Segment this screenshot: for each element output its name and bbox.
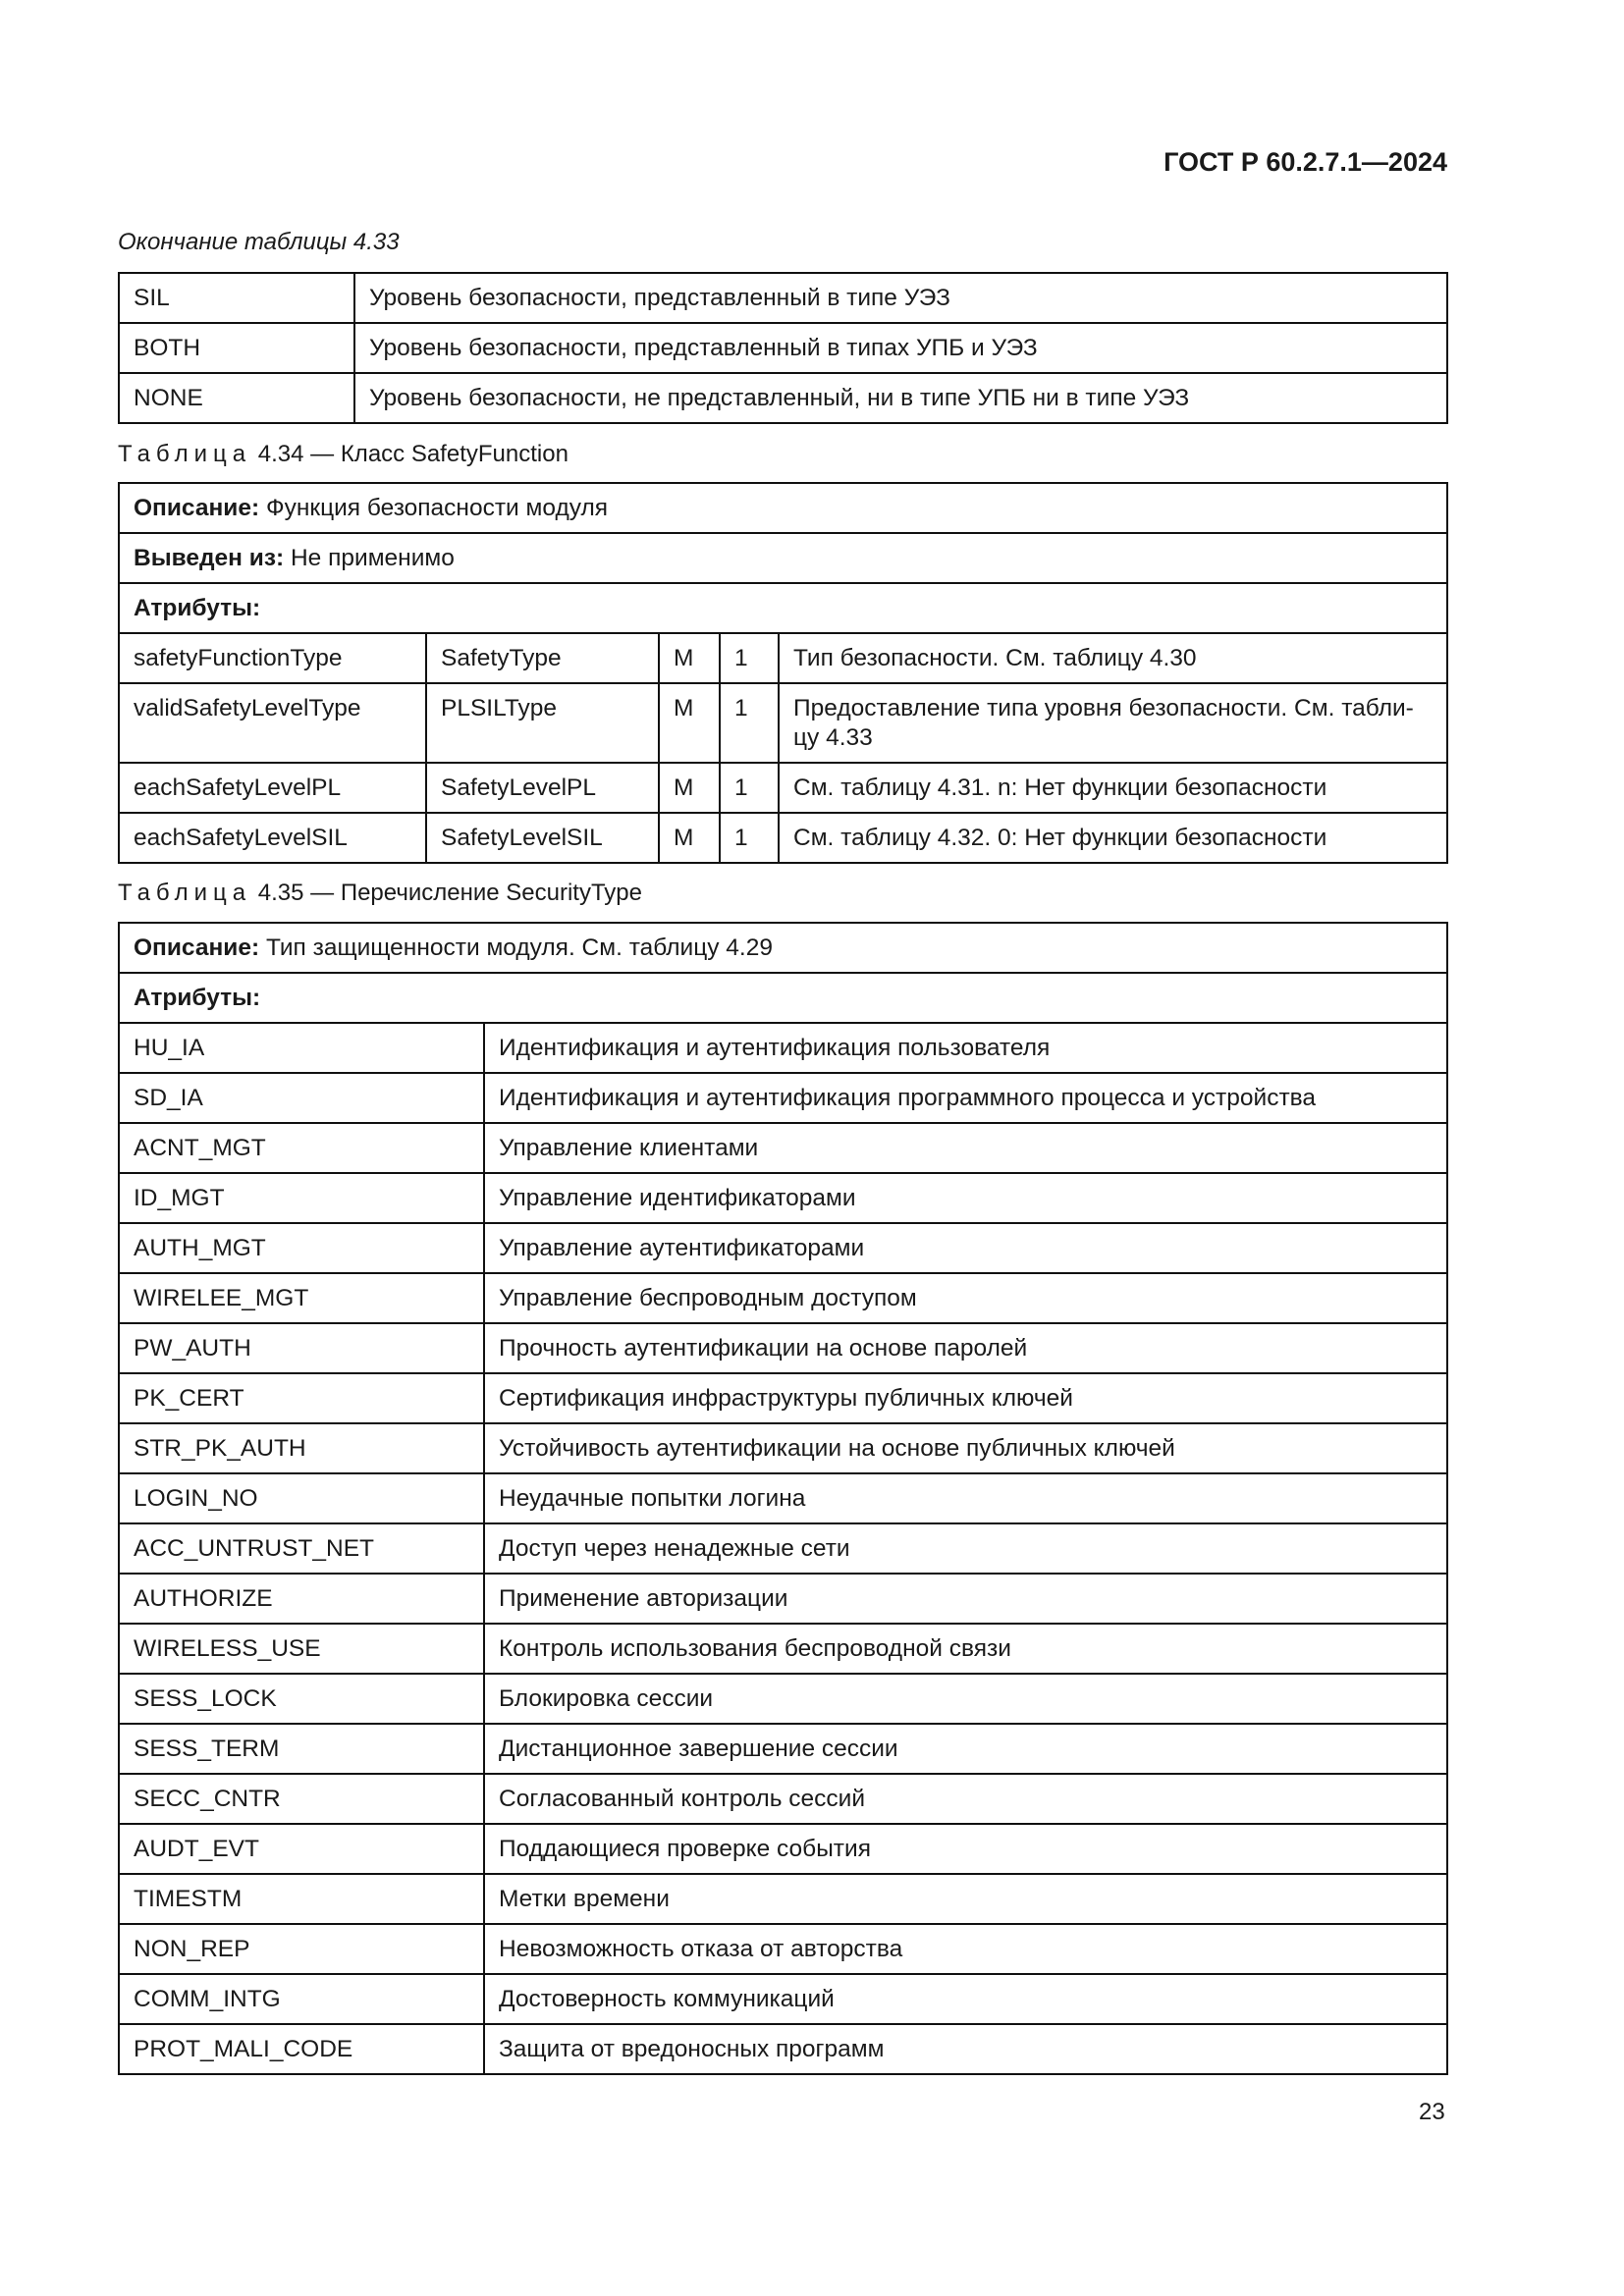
desc-cell: Идентификация и аутентификация программного процесса и устройства xyxy=(484,1073,1447,1123)
attr-desc: Тип безопасности. См. таблицу 4.30 xyxy=(779,633,1447,683)
table-row xyxy=(119,2024,1447,2074)
desc-cell: Контроль использования беспроводной связи xyxy=(484,1624,1447,1674)
code-cell: PK_CERT xyxy=(119,1373,484,1423)
attr-mult: 1 xyxy=(720,763,779,813)
attr-req: M xyxy=(659,813,720,863)
table-row xyxy=(119,813,1447,863)
desc-cell: Сертификация инфраструктуры публичных ключей xyxy=(484,1373,1447,1423)
table-row xyxy=(119,763,1447,813)
table-4-35 xyxy=(118,922,1448,2075)
code-cell: WIRELEE_MGT xyxy=(119,1273,484,1323)
code-cell: ID_MGT xyxy=(119,1173,484,1223)
code-cell: SESS_TERM xyxy=(119,1724,484,1774)
code-cell: SIL xyxy=(119,273,354,323)
desc-cell: Уровень безопасности, представленный в типах УПБ и УЭЗ xyxy=(354,323,1447,373)
code-cell: SESS_LOCK xyxy=(119,1674,484,1724)
desc-cell: Защита от вредоносных программ xyxy=(484,2024,1447,2074)
table-4-35-caption xyxy=(118,880,642,907)
attr-desc-line: Предоставление типа уровня безопасности. См. табли- xyxy=(793,695,1414,721)
table-row xyxy=(119,273,1447,323)
attr-mult: 1 xyxy=(720,683,779,763)
table-row xyxy=(119,1874,1447,1924)
table-row xyxy=(119,1624,1447,1674)
desc-cell: Применение авторизации xyxy=(484,1574,1447,1624)
code-cell: SD_IA xyxy=(119,1073,484,1123)
attr-mult: 1 xyxy=(720,633,779,683)
table-row xyxy=(119,1423,1447,1473)
caption-word: Таблица xyxy=(118,441,252,467)
code-cell: BOTH xyxy=(119,323,354,373)
table-row xyxy=(119,1473,1447,1523)
desc-cell: Доступ через ненадежные сети xyxy=(484,1523,1447,1574)
table-row xyxy=(119,1273,1447,1323)
code-cell: PROT_MALI_CODE xyxy=(119,2024,484,2074)
attr-desc: См. таблицу 4.31. n: Нет функции безопасности xyxy=(779,763,1447,813)
desc-cell: Идентификация и аутентификация пользователя xyxy=(484,1023,1447,1073)
table-4-34-caption xyxy=(118,441,568,468)
code-cell: ACNT_MGT xyxy=(119,1123,484,1173)
desc-cell: Метки времени xyxy=(484,1874,1447,1924)
attr-name: eachSafetyLevelSIL xyxy=(119,813,426,863)
attr-type: PLSILType xyxy=(426,683,659,763)
code-cell: TIMESTM xyxy=(119,1874,484,1924)
attributes-label: Атрибуты: xyxy=(134,985,261,1011)
code-cell: PW_AUTH xyxy=(119,1323,484,1373)
desc-cell: Устойчивость аутентификации на основе публичных ключей xyxy=(484,1423,1447,1473)
attr-mult: 1 xyxy=(720,813,779,863)
table-4-33-caption: Окончание таблицы 4.33 xyxy=(118,229,400,255)
table-row xyxy=(119,1223,1447,1273)
desc-cell: Уровень безопасности, не представленный, ни в типе УПБ ни в типе УЭЗ xyxy=(354,373,1447,423)
table-4-33-end xyxy=(118,272,1448,424)
table-row xyxy=(119,1924,1447,1974)
table-row xyxy=(119,1073,1447,1123)
attr-req: M xyxy=(659,763,720,813)
table-row xyxy=(119,373,1447,423)
code-cell: WIRELESS_USE xyxy=(119,1624,484,1674)
attr-name: eachSafetyLevelPL xyxy=(119,763,426,813)
attr-type: SafetyType xyxy=(426,633,659,683)
description-value: Функция безопасности модуля xyxy=(265,495,609,521)
code-cell: STR_PK_AUTH xyxy=(119,1423,484,1473)
desc-cell: Прочность аутентификации на основе паролей xyxy=(484,1323,1447,1373)
attr-req: M xyxy=(659,683,720,763)
desc-cell: Поддающиеся проверке события xyxy=(484,1824,1447,1874)
code-cell: AUTH_MGT xyxy=(119,1223,484,1273)
desc-cell: Дистанционное завершение сессии xyxy=(484,1724,1447,1774)
page-number: 23 xyxy=(1419,2099,1445,2125)
code-cell: NON_REP xyxy=(119,1924,484,1974)
table-row xyxy=(119,1974,1447,2024)
desc-cell: Согласованный контроль сессий xyxy=(484,1774,1447,1824)
description-row xyxy=(119,923,1447,973)
code-cell: COMM_INTG xyxy=(119,1974,484,2024)
desc-cell: Невозможность отказа от авторства xyxy=(484,1924,1447,1974)
desc-cell: Управление идентификаторами xyxy=(484,1173,1447,1223)
attr-name: validSafetyLevelType xyxy=(119,683,426,763)
desc-cell: Неудачные попытки логина xyxy=(484,1473,1447,1523)
table-row xyxy=(119,1674,1447,1724)
derived-label: Выведен из: xyxy=(134,545,285,571)
attributes-row xyxy=(119,583,1447,633)
attr-desc: См. таблицу 4.32. 0: Нет функции безопасности xyxy=(779,813,1447,863)
code-cell: SECC_CNTR xyxy=(119,1774,484,1824)
attr-type: SafetyLevelSIL xyxy=(426,813,659,863)
attr-desc-line: цу 4.33 xyxy=(793,724,873,751)
caption-word: Таблица xyxy=(118,880,252,906)
code-cell: AUDT_EVT xyxy=(119,1824,484,1874)
table-row xyxy=(119,1824,1447,1874)
code-cell: HU_IA xyxy=(119,1023,484,1073)
code-cell: ACC_UNTRUST_NET xyxy=(119,1523,484,1574)
code-cell: NONE xyxy=(119,373,354,423)
desc-cell: Управление аутентификаторами xyxy=(484,1223,1447,1273)
table-row xyxy=(119,683,1447,763)
table-row xyxy=(119,1023,1447,1073)
description-value: Тип защищенности модуля. См. таблицу 4.29 xyxy=(265,934,773,961)
attr-type: SafetyLevelPL xyxy=(426,763,659,813)
attr-name: safetyFunctionType xyxy=(119,633,426,683)
description-row xyxy=(119,483,1447,533)
code-cell: LOGIN_NO xyxy=(119,1473,484,1523)
attr-req: M xyxy=(659,633,720,683)
table-row xyxy=(119,633,1447,683)
table-row xyxy=(119,323,1447,373)
desc-cell: Блокировка сессии xyxy=(484,1674,1447,1724)
attributes-label: Атрибуты: xyxy=(134,595,261,621)
description-label: Описание: xyxy=(134,934,260,961)
table-row xyxy=(119,1724,1447,1774)
table-row xyxy=(119,1774,1447,1824)
security-type-rows xyxy=(119,1023,1447,2074)
description-label: Описание: xyxy=(134,495,260,521)
caption-text: 4.35 — Перечисление SecurityType xyxy=(257,880,642,906)
table-row xyxy=(119,1173,1447,1223)
table-row xyxy=(119,1523,1447,1574)
attr-desc xyxy=(779,683,1447,763)
code-cell: AUTHORIZE xyxy=(119,1574,484,1624)
desc-cell: Достоверность коммуникаций xyxy=(484,1974,1447,2024)
desc-cell: Управление беспроводным доступом xyxy=(484,1273,1447,1323)
desc-cell: Уровень безопасности, представленный в типе УЭЗ xyxy=(354,273,1447,323)
caption-text: 4.34 — Класс SafetyFunction xyxy=(257,441,568,467)
table-row xyxy=(119,1323,1447,1373)
standard-code: ГОСТ Р 60.2.7.1—2024 xyxy=(1164,147,1447,177)
table-4-34 xyxy=(118,482,1448,864)
derived-row xyxy=(119,533,1447,583)
attributes-row xyxy=(119,973,1447,1023)
table-row xyxy=(119,1123,1447,1173)
table-row xyxy=(119,1574,1447,1624)
desc-cell: Управление клиентами xyxy=(484,1123,1447,1173)
table-row xyxy=(119,1373,1447,1423)
derived-value: Не применимо xyxy=(290,545,455,571)
